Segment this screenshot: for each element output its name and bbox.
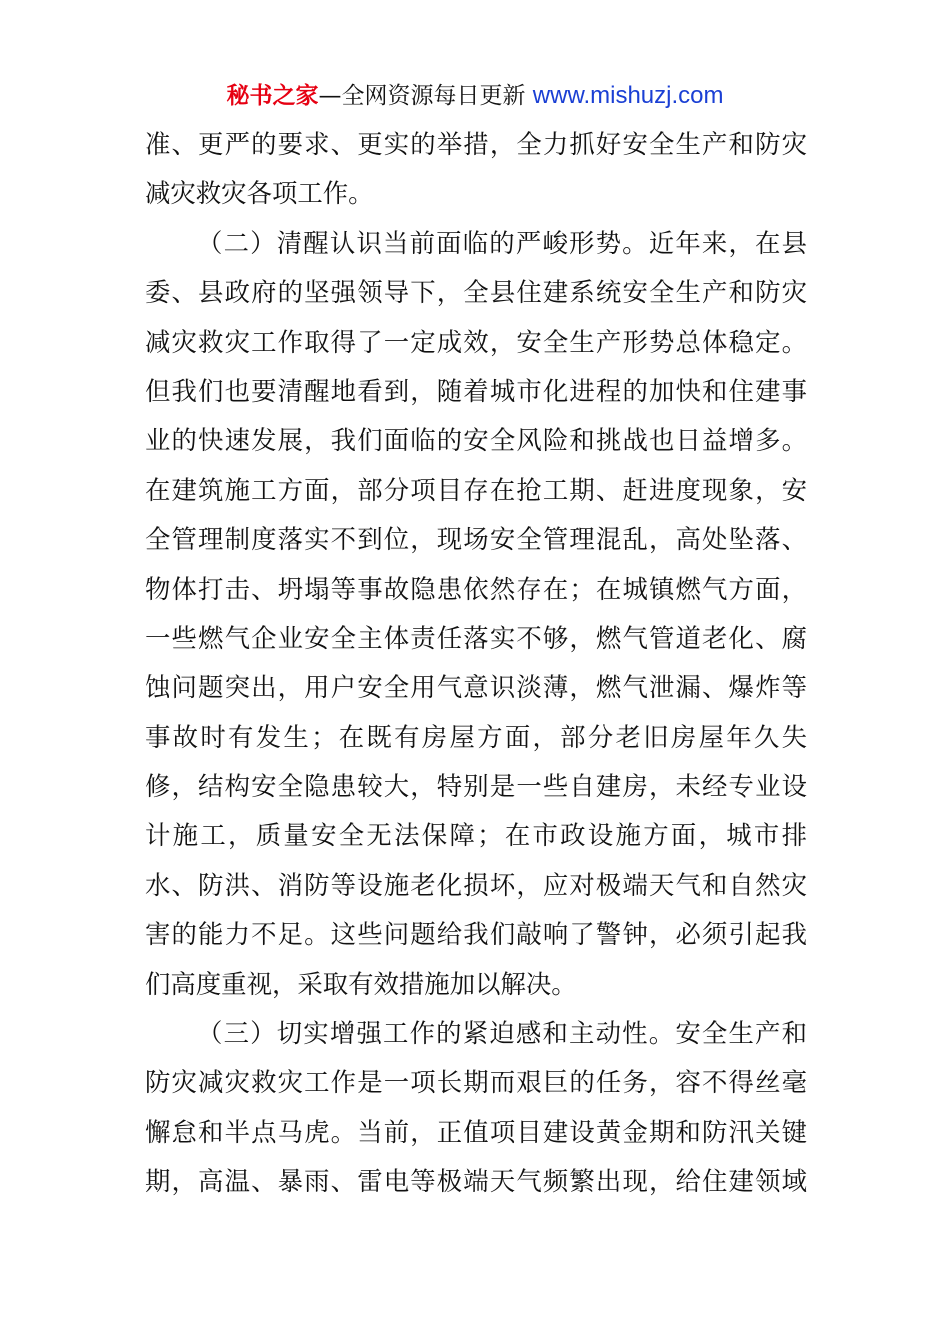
text-line: 在建筑施工方面，部分项目存在抢工期、赶进度现象，安 [145,474,807,505]
paragraph-3 [145,1009,807,1207]
text-line: 委、县政府的坚强领导下，全县住建系统安全生产和防灾 [145,277,807,308]
site-url-link[interactable]: www.mishuzj.com [532,82,724,109]
site-header [0,80,950,112]
text-line: 全管理制度落实不到位，现场安全管理混乱，高处坠落、 [145,524,807,555]
document-body [145,120,807,1207]
text-line: 期，高温、暴雨、雷电等极端天气频繁出现，给住建领域 [145,1166,807,1197]
site-tagline: —全网资源每日更新 [318,83,526,109]
text-line: 计施工，质量安全无法保障；在市政设施方面，城市排 [145,820,807,851]
text-line: 减灾救灾工作取得了一定成效，安全生产形势总体稳定。 [145,326,807,357]
text-line: 水、防洪、消防等设施老化损坏，应对极端天气和自然灾 [145,869,807,900]
text-line: 业的快速发展，我们面临的安全风险和挑战也日益增多。 [145,425,807,456]
text-line: 们高度重视，采取有效措施加以解决。 [145,968,577,999]
text-line: 懈怠和半点马虎。当前，正值项目建设黄金期和防汛关键 [145,1116,807,1147]
site-brand: 秘书之家 [226,83,319,109]
text-line: 事故时有发生；在既有房屋方面，部分老旧房屋年久失 [145,721,807,752]
text-line: 物体打击、坍塌等事故隐患依然存在；在城镇燃气方面， [145,573,807,604]
paragraph-2 [145,219,807,1009]
text-line: 一些燃气企业安全主体责任落实不够，燃气管道老化、腐 [145,622,807,653]
text-line: 修，结构安全隐患较大，特别是一些自建房，未经专业设 [145,771,807,802]
text-line: （二）清醒认识当前面临的严峻形势。近年来，在县 [197,227,807,258]
text-line: 但我们也要清醒地看到，随着城市化进程的加快和住建事 [145,375,807,406]
text-line: 害的能力不足。这些问题给我们敲响了警钟，必须引起我 [145,919,807,950]
text-line: 减灾救灾各项工作。 [145,178,374,209]
text-line: 防灾减灾救灾工作是一项长期而艰巨的任务，容不得丝毫 [145,1067,807,1098]
paragraph-1 [145,120,807,219]
text-line: （三）切实增强工作的紧迫感和主动性。安全生产和 [197,1018,807,1049]
text-line: 准、更严的要求、更实的举措，全力抓好安全生产和防灾 [145,129,807,159]
text-line: 蚀问题突出，用户安全用气意识淡薄，燃气泄漏、爆炸等 [145,672,807,703]
